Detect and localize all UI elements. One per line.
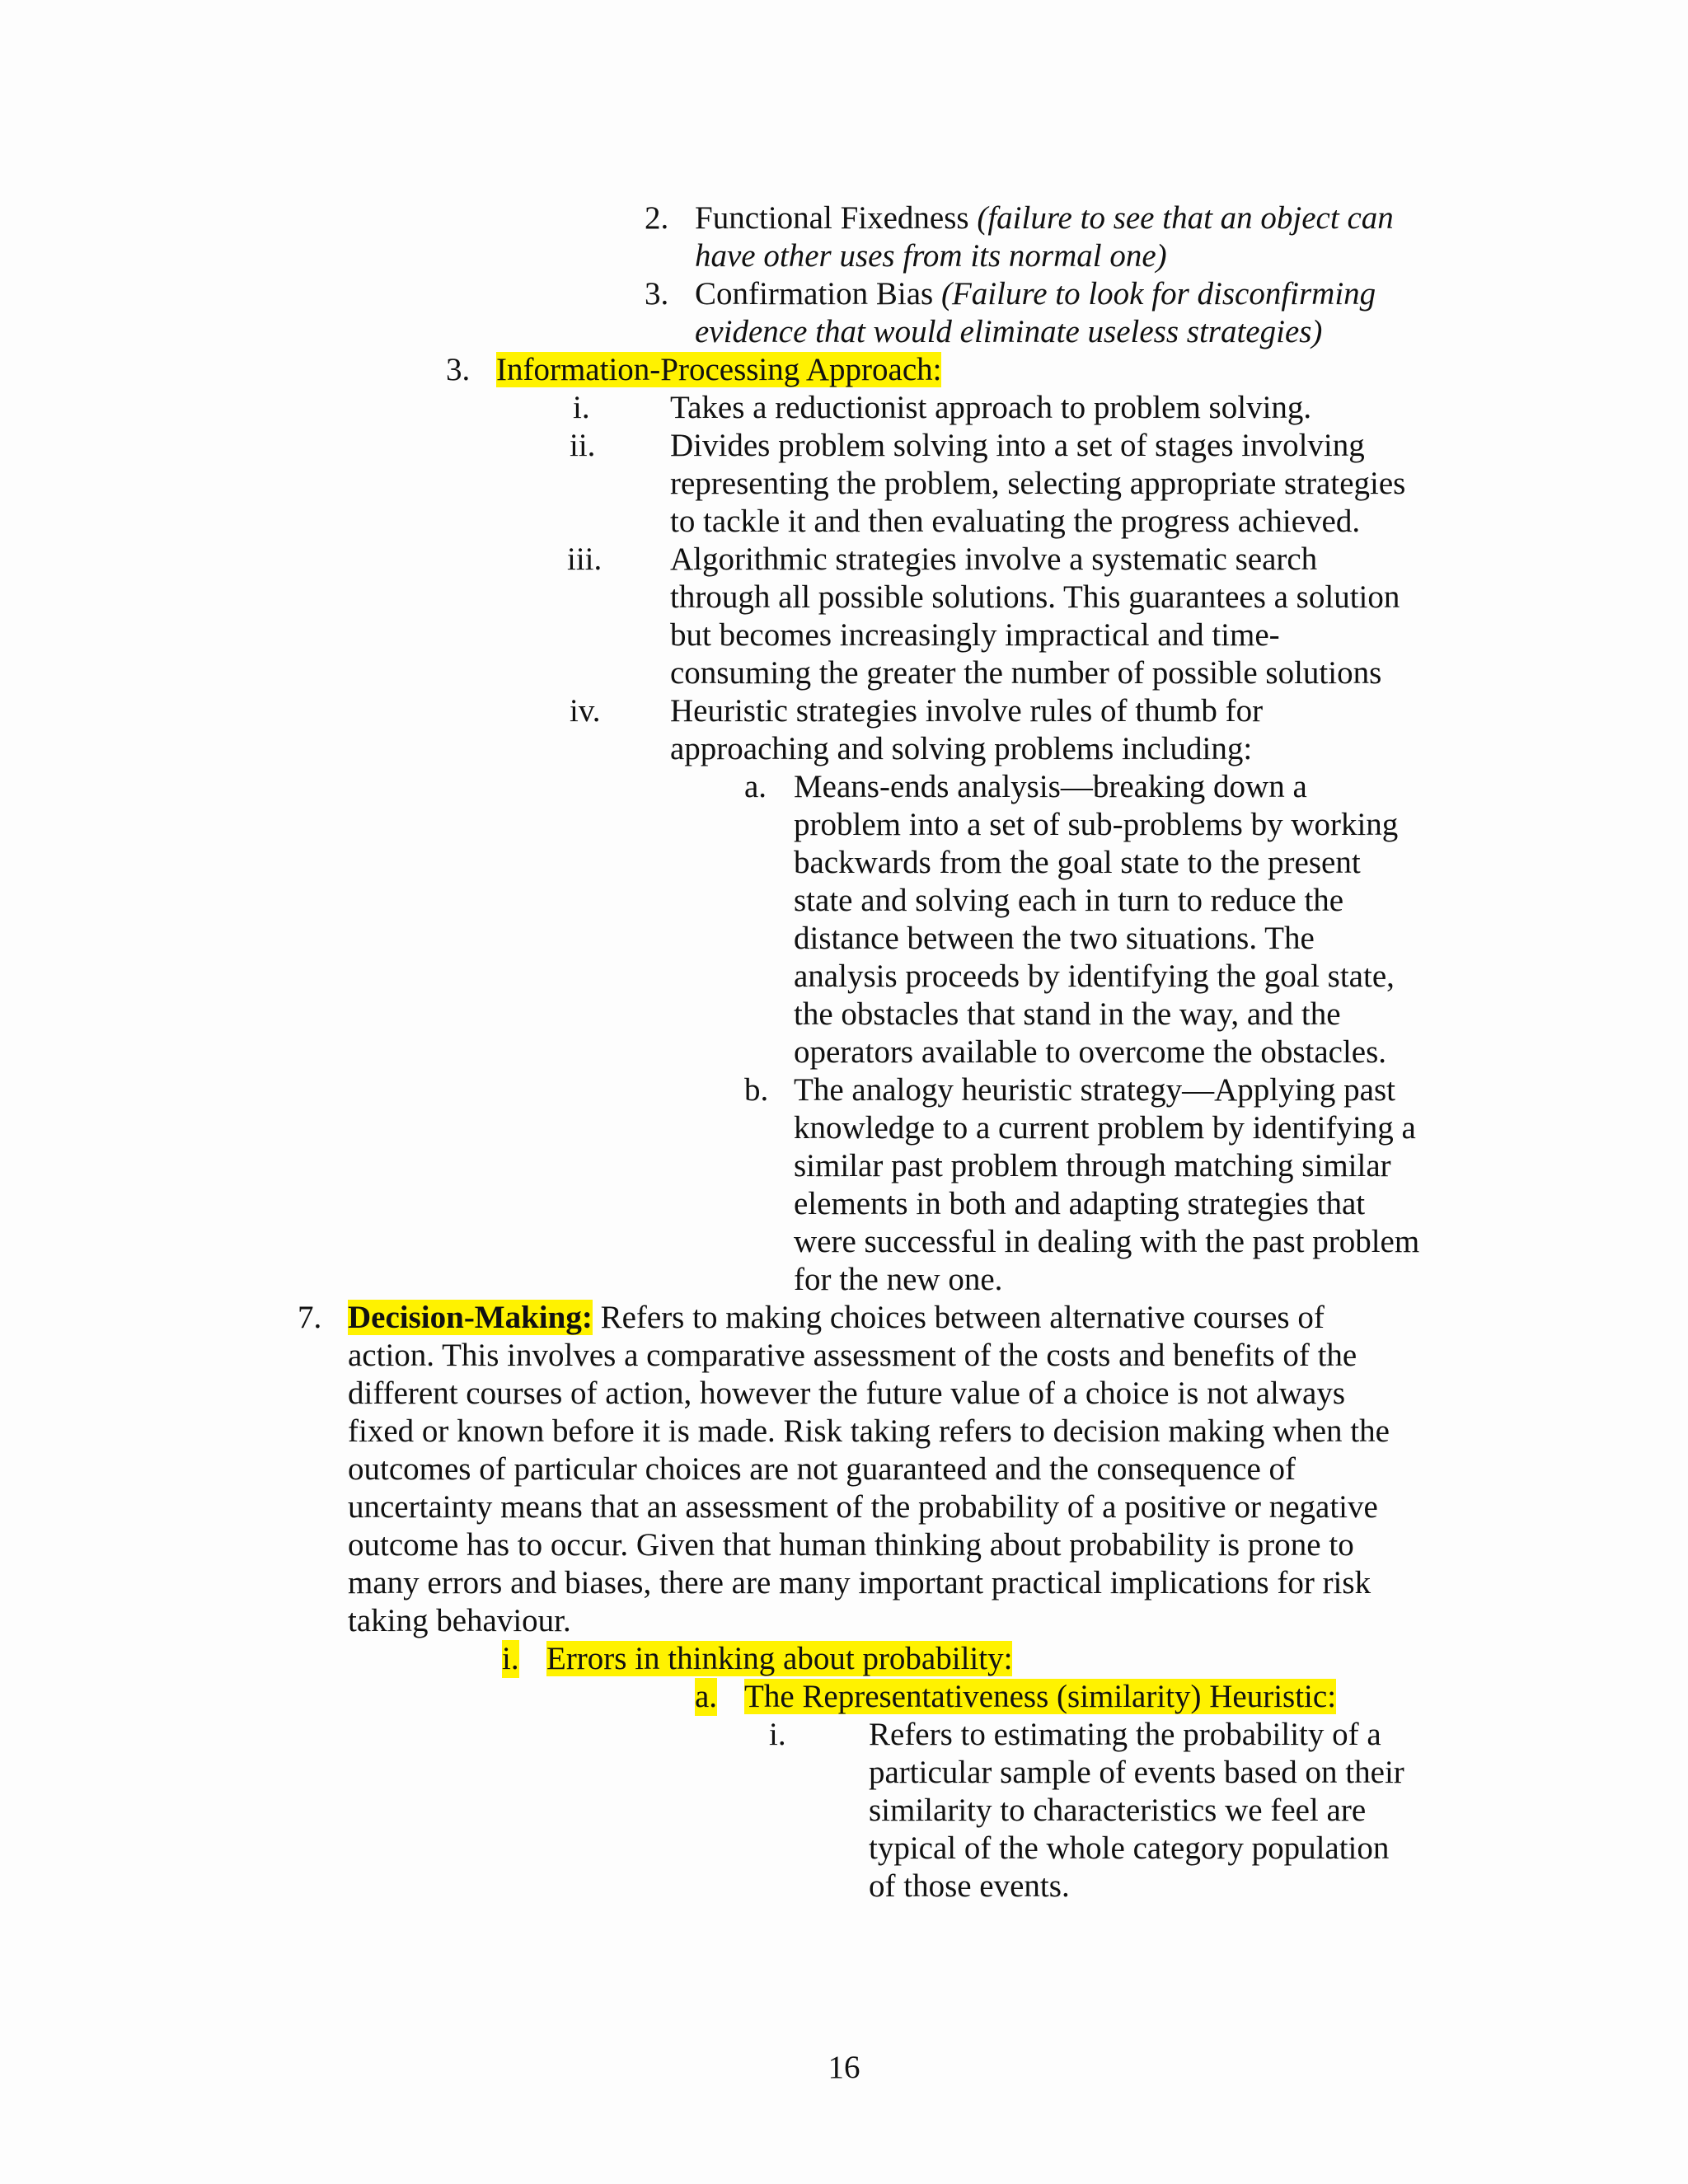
fixedness-definition: (failure to see that an object can	[977, 200, 1394, 236]
info-item-i-marker: i.	[573, 390, 590, 425]
subitem-a-line-6: analysis proceeds by identifying the goal state,	[794, 958, 1395, 994]
subitem-a-marker: a.	[744, 769, 767, 804]
decision-heading: Decision-Making:	[348, 1300, 593, 1335]
subitem-a-line-8: operators available to overcome the obstacles.	[794, 1034, 1387, 1070]
decision-line-7: outcome has to occur. Given that human thinking about probability is prone to	[348, 1527, 1354, 1563]
confirmation-line-2: evidence that would eliminate useless strategies)	[695, 314, 1323, 349]
subitem-a-line-3: backwards from the goal state to the present	[794, 845, 1361, 880]
confirmation-line-1	[695, 275, 1376, 313]
subitem-a-line-5: distance between the two situations. The	[794, 921, 1315, 956]
subitem-b-line-5: were successful in dealing with the past problem	[794, 1224, 1420, 1259]
representativeness-heading-line	[744, 1678, 1336, 1716]
subitem-b-line-1: The analogy heuristic strategy—Applying past	[794, 1072, 1395, 1108]
info-item-ii-line-2: representing the problem, selecting appropriate strategies	[670, 466, 1406, 501]
info-item-i-line-1: Takes a reductionist approach to problem solving.	[670, 390, 1312, 425]
confirmation-definition: (Failure to look for disconfirming	[940, 276, 1376, 312]
rep-item-line-1: Refers to estimating the probability of a	[869, 1717, 1381, 1752]
errors-heading-line	[546, 1640, 1012, 1678]
info-item-ii-line-1: Divides problem solving into a set of stages involving	[670, 428, 1365, 463]
decision-line-8: many errors and biases, there are many important practical implications for risk	[348, 1565, 1372, 1601]
fixedness-line-1	[695, 199, 1394, 237]
subitem-a-line-1: Means-ends analysis—breaking down a	[794, 769, 1307, 804]
rep-item-line-3: similarity to characteristics we feel are	[869, 1793, 1367, 1828]
confirmation-marker: 3.	[645, 276, 669, 312]
representativeness-heading: The Representativeness (similarity) Heuristic:	[744, 1679, 1337, 1714]
info-item-iii-marker: iii.	[567, 541, 603, 577]
decision-line-9: taking behaviour.	[348, 1603, 571, 1638]
subitem-a-line-4: state and solving each in turn to reduce the	[794, 883, 1344, 918]
subitem-b-line-3: similar past problem through matching similar	[794, 1148, 1391, 1183]
errors-marker: i.	[502, 1641, 519, 1676]
fixedness-term: Functional Fixedness	[695, 200, 978, 236]
subitem-b-line-4: elements in both and adapting strategies that	[794, 1186, 1366, 1221]
decision-line-4: fixed or known before it is made. Risk taking refers to decision making when the	[348, 1413, 1390, 1449]
info-item-iii-line-4: consuming the greater the number of possible solutions	[670, 655, 1382, 691]
decision-line-5: outcomes of particular choices are not guaranteed and the consequence of	[348, 1451, 1296, 1487]
page-number: 16	[828, 2050, 860, 2085]
confirmation-term: Confirmation Bias	[695, 276, 941, 312]
decision-line-3: different courses of action, however the future value of a choice is not always	[348, 1376, 1345, 1411]
fixedness-line-2: have other uses from its normal one)	[695, 238, 1167, 274]
subitem-b-line-2: knowledge to a current problem by identifying a	[794, 1110, 1416, 1146]
info-processing-heading-line	[496, 351, 941, 389]
info-item-iii-line-2: through all possible solutions. This guarantees a solution	[670, 579, 1400, 615]
decision-line-2: action. This involves a comparative assessment of the costs and benefits of the	[348, 1338, 1357, 1373]
rep-item-line-5: of those events.	[869, 1868, 1070, 1904]
info-item-iii-line-1: Algorithmic strategies involve a systematic search	[670, 541, 1318, 577]
rep-item-marker: i.	[769, 1717, 786, 1752]
info-item-iv-marker: iv.	[570, 693, 601, 729]
decision-intro: Refers to making choices between alternative courses of	[592, 1300, 1325, 1335]
info-item-ii-marker: ii.	[570, 428, 596, 463]
errors-heading: Errors in thinking about probability:	[546, 1641, 1013, 1676]
subitem-b-marker: b.	[744, 1072, 769, 1108]
info-processing-marker: 3.	[446, 352, 471, 387]
info-item-iv-line-2: approaching and solving problems including:	[670, 731, 1253, 766]
subitem-a-line-2: problem into a set of sub-problems by working	[794, 807, 1399, 842]
decision-marker: 7.	[298, 1300, 322, 1335]
representativeness-marker: a.	[695, 1679, 718, 1714]
info-item-iii-line-3: but becomes increasingly impractical and time-	[670, 617, 1280, 653]
info-item-iv-line-1: Heuristic strategies involve rules of thumb for	[670, 693, 1264, 729]
decision-line-1	[348, 1299, 1325, 1337]
decision-line-6: uncertainty means that an assessment of the probability of a positive or negative	[348, 1489, 1378, 1525]
subitem-b-line-6: for the new one.	[794, 1262, 1003, 1297]
info-processing-heading: Information-Processing Approach:	[496, 352, 942, 387]
rep-item-line-2: particular sample of events based on their	[869, 1755, 1404, 1790]
rep-item-line-4: typical of the whole category population	[869, 1830, 1390, 1866]
subitem-a-line-7: the obstacles that stand in the way, and the	[794, 996, 1341, 1032]
info-item-ii-line-3: to tackle it and then evaluating the progress achieved.	[670, 504, 1361, 539]
fixedness-marker: 2.	[645, 200, 669, 236]
